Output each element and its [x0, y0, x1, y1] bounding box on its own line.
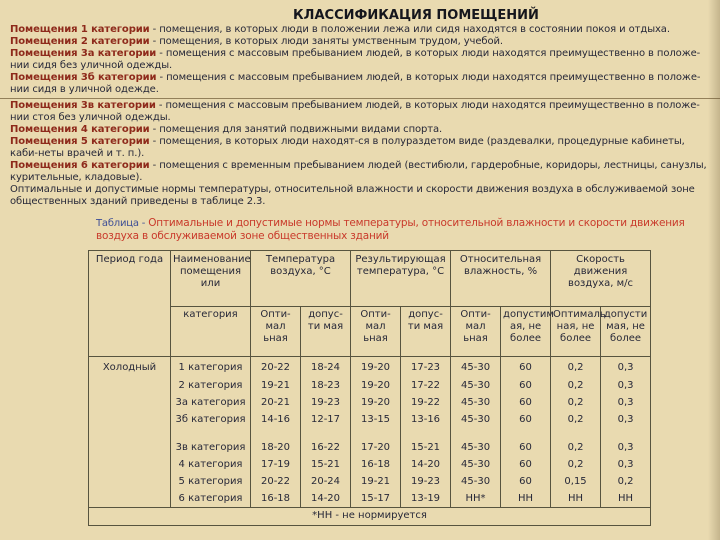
- subheader-result-allowed: допус-ти мая: [401, 307, 451, 357]
- value-cell: 17-19: [251, 457, 301, 474]
- subheader-result-optimal: Опти-мал ьная: [351, 307, 401, 357]
- header-category: категория: [171, 307, 251, 357]
- subheader-speed-optimal: Оптималь ная, не более: [551, 307, 601, 357]
- value-cell: 0,2: [601, 474, 651, 491]
- paragraph-lead: Помещения 6 категории: [10, 160, 150, 172]
- value-cell: 20-22: [251, 357, 301, 378]
- paragraph-lead: Помещения 5 категории: [10, 135, 150, 147]
- value-cell: 45-30: [451, 412, 501, 429]
- period-cell: [89, 491, 171, 508]
- value-cell: 18-23: [301, 378, 351, 395]
- value-cell: 16-18: [351, 457, 401, 474]
- paragraph-lead: Помещения 3в категории: [10, 99, 156, 111]
- table-footnote: *НН - не нормируется: [89, 508, 651, 526]
- value-cell: 45-30: [451, 357, 501, 378]
- paragraph: Помещения 6 категории - помещения с временным пребыванием людей (вестибюли, гардеробные, коридоры, лестницы, санузлы, курительные, кладовые).: [10, 160, 707, 184]
- value-cell: 20-24: [301, 474, 351, 491]
- category-cell: 3в категория: [171, 440, 251, 457]
- table-row: [89, 378, 651, 395]
- table-caption-text: Оптимальные и допустимые нормы температуры, относительной влажности и скорости движения воздуха в обслуживаемой зоне общественных зданий: [96, 217, 685, 243]
- value-cell: 19-20: [351, 395, 401, 412]
- value-cell: 60: [501, 440, 551, 457]
- period-cell: [89, 412, 171, 429]
- value-cell: 60: [501, 412, 551, 429]
- value-cell: 19-22: [401, 395, 451, 412]
- value-cell: 16-22: [301, 440, 351, 457]
- subheader-speed-allowed: допусти мая, не более: [601, 307, 651, 357]
- value-cell: 17-20: [351, 440, 401, 457]
- norms-table: [88, 250, 651, 526]
- value-cell: 19-20: [351, 378, 401, 395]
- group-spacer-row: [89, 429, 651, 440]
- paragraph-lead: Помещения 3а категории: [10, 48, 157, 60]
- subheader-humidity-optimal: Опти-мал ьная: [451, 307, 501, 357]
- header-name-text: Наименование помещения: [173, 254, 251, 278]
- value-cell: 19-23: [301, 395, 351, 412]
- page-edge-shadow: [708, 0, 720, 540]
- subheader-temp-allowed: допус-ти мая: [301, 307, 351, 357]
- value-cell: 60: [501, 474, 551, 491]
- category-cell: 3а категория: [171, 395, 251, 412]
- value-cell: 0,15: [551, 474, 601, 491]
- category-cell: 5 категория: [171, 474, 251, 491]
- value-cell: 17-23: [401, 357, 451, 378]
- value-cell: НН: [551, 491, 601, 508]
- value-cell: 15-21: [301, 457, 351, 474]
- value-cell: 0,2: [551, 440, 601, 457]
- header-row-sub: [89, 307, 651, 357]
- footnote-row: [89, 508, 651, 526]
- value-cell: 14-20: [401, 457, 451, 474]
- value-cell: 19-21: [251, 378, 301, 395]
- category-cell: 3б категория: [171, 412, 251, 429]
- value-cell: 14-16: [251, 412, 301, 429]
- value-cell: 60: [501, 395, 551, 412]
- header-name: [171, 251, 251, 307]
- period-cell: [89, 378, 171, 395]
- header-air-speed: Скорость движения воздуха, м/с: [551, 251, 651, 307]
- header-humidity: Относительная влажность, %: [451, 251, 551, 307]
- subheader-humidity-allowed: допустим ая, не более: [501, 307, 551, 357]
- value-cell: 0,2: [551, 457, 601, 474]
- paragraph: Помещения 4 категории - помещения для занятий подвижными видами спорта.: [10, 123, 443, 135]
- value-cell: 16-18: [251, 491, 301, 508]
- value-cell: 45-30: [451, 474, 501, 491]
- value-cell: 19-21: [351, 474, 401, 491]
- value-cell: 60: [501, 457, 551, 474]
- category-cell: 2 категория: [171, 378, 251, 395]
- value-cell: 0,2: [551, 378, 601, 395]
- value-cell: 13-16: [401, 412, 451, 429]
- value-cell: 45-30: [451, 440, 501, 457]
- value-cell: 45-30: [451, 395, 501, 412]
- category-cell: 6 категория: [171, 491, 251, 508]
- value-cell: НН*: [451, 491, 501, 508]
- paragraph-lead: Помещения 2 категории: [10, 36, 150, 48]
- table-row: [89, 474, 651, 491]
- value-cell: 12-17: [301, 412, 351, 429]
- value-cell: 0,2: [551, 357, 601, 378]
- subheader-temp-optimal: Опти-мал ьная: [251, 307, 301, 357]
- category-cell: 4 категория: [171, 457, 251, 474]
- page-title: КЛАССИФИКАЦИЯ ПОМЕЩЕНИЙ: [293, 8, 539, 23]
- table-caption-label: Таблица -: [96, 218, 146, 230]
- value-cell: 20-22: [251, 474, 301, 491]
- value-cell: 15-17: [351, 491, 401, 508]
- value-cell: 0,2: [551, 412, 601, 429]
- value-cell: 15-21: [401, 440, 451, 457]
- paragraph: Оптимальные и допустимые нормы температуры, относительной влажности и скорости движения воздуха в обслуживаемой зоне общественных зданий приведены в таблице 2.3.: [10, 184, 695, 208]
- table-caption: [96, 217, 704, 243]
- period-cell: Холодный: [89, 357, 171, 378]
- value-cell: НН: [501, 491, 551, 508]
- header-temperature: Температура воздуха, °С: [251, 251, 351, 307]
- header-result-temperature: Результирующая температура, °С: [351, 251, 451, 307]
- value-cell: 20-21: [251, 395, 301, 412]
- paragraph: Помещения 2 категории - помещения, в которых люди заняты умственным трудом, учебой.: [10, 36, 503, 48]
- value-cell: 19-23: [401, 474, 451, 491]
- value-cell: 45-30: [451, 457, 501, 474]
- value-cell: 13-15: [351, 412, 401, 429]
- table-row: [89, 395, 651, 412]
- value-cell: 0,3: [601, 457, 651, 474]
- paragraph-lead: Помещения 1 категории: [10, 24, 150, 35]
- paragraph-lead: Помещения 3б категории: [10, 72, 157, 84]
- paragraph: Помещения 3б категории - помещения с массовым пребыванием людей, в которых люди находятся преимущественно в положе-нии сидя в уличной одежде.: [10, 72, 701, 96]
- paragraph-lead: Помещения 4 категории: [10, 123, 150, 135]
- table-row: [89, 457, 651, 474]
- period-cell: [89, 457, 171, 474]
- value-cell: 19-20: [351, 357, 401, 378]
- value-cell: 18-24: [301, 357, 351, 378]
- header-row-top: [89, 251, 651, 307]
- value-cell: 0,3: [601, 412, 651, 429]
- period-cell: [89, 474, 171, 491]
- value-cell: 13-19: [401, 491, 451, 508]
- value-cell: НН: [601, 491, 651, 508]
- category-cell: 1 категория: [171, 357, 251, 378]
- period-cell: [89, 395, 171, 412]
- value-cell: 0,3: [601, 395, 651, 412]
- value-cell: 14-20: [301, 491, 351, 508]
- header-period: Период года: [89, 251, 171, 357]
- paragraph: Помещения 3а категории - помещения с массовым пребыванием людей, в которых люди находятся преимущественно в положе-нии сидя без уличной одежды.: [10, 48, 701, 72]
- table-row: [89, 357, 651, 378]
- value-cell: 45-30: [451, 378, 501, 395]
- header-name-or: или: [200, 278, 221, 290]
- value-cell: 60: [501, 357, 551, 378]
- period-cell: [89, 440, 171, 457]
- value-cell: 0,3: [601, 357, 651, 378]
- value-cell: 0,2: [551, 395, 601, 412]
- paragraph: Помещения 5 категории - помещения, в которых люди находят-ся в полураздетом виде (раздевалки, процедурные кабинеты, каби-неты врачей и т. п.).: [10, 135, 685, 159]
- table-row: [89, 440, 651, 457]
- table-row: [89, 491, 651, 508]
- table-row: [89, 412, 651, 429]
- paragraph-block: [10, 24, 712, 208]
- divider-line: [0, 98, 720, 99]
- value-cell: 60: [501, 378, 551, 395]
- paragraph: Помещения 3в категории - помещения с массовым пребыванием людей, в которых люди находятся преимущественно в положе-нии стоя без уличной одежды.: [10, 99, 700, 123]
- value-cell: 17-22: [401, 378, 451, 395]
- value-cell: 18-20: [251, 440, 301, 457]
- value-cell: 0,3: [601, 440, 651, 457]
- value-cell: 0,3: [601, 378, 651, 395]
- paragraph: Помещения 1 категории - помещения, в которых люди в положении лежа или сидя находятся в состоянии покоя и отдыха.: [10, 24, 670, 35]
